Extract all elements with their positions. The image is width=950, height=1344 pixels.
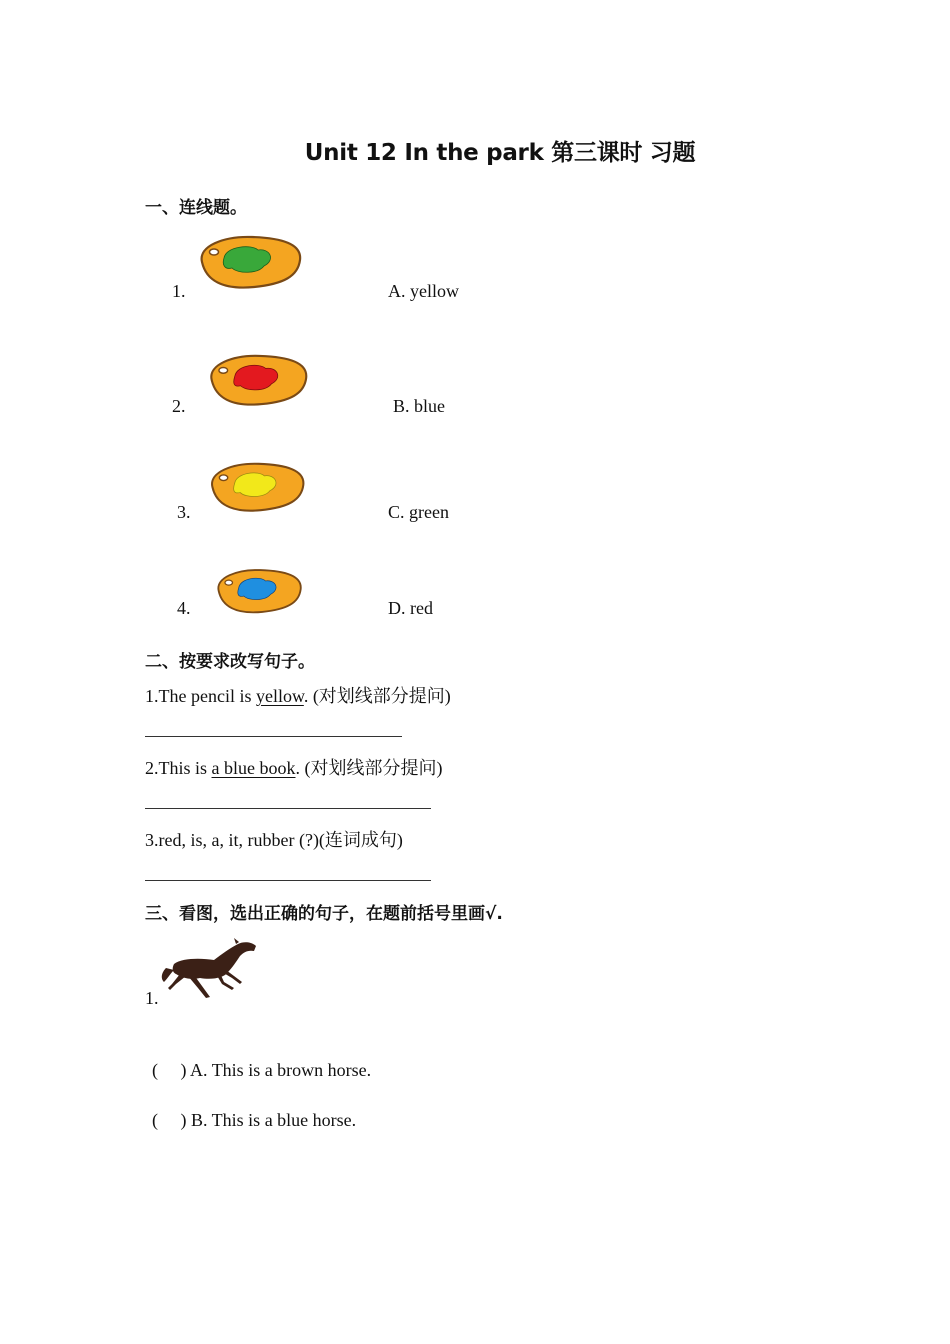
picture-item-1-number: 1. [145,988,159,1008]
red-paint-palette-image [204,352,310,408]
yellow-paint-palette-image [205,460,307,514]
choice-b-text: B. This is a blue horse. [191,1110,357,1130]
option-a: A. yellow [388,281,459,301]
choice-a-text: A. This is a brown horse. [190,1060,372,1080]
q2-text-after: . (对划线部分提问) [295,758,443,778]
section-1-heading: 一、连线题。 [145,198,247,218]
q1-text-after: . (对划线部分提问) [303,686,451,706]
choice-a-bracket[interactable]: ( ) [152,1060,187,1080]
q2-underlined-phrase: a blue book [211,758,296,778]
match-item-1-number: 1. [172,281,186,301]
answer-line-2[interactable] [145,808,431,809]
match-item-2-number: 2. [172,396,186,416]
green-paint-palette-image [194,234,304,290]
rewrite-question-2 [145,754,443,780]
option-d: D. red [388,598,433,618]
choice-a [152,1060,371,1081]
answer-line-3[interactable] [145,880,431,881]
section-2-heading: 二、按要求改写句子。 [145,652,315,672]
choice-b-bracket[interactable]: ( ) [152,1110,187,1130]
answer-line-1[interactable] [145,736,402,737]
choice-b [152,1110,356,1131]
section-3-heading: 三、看图，选出正确的句子，在题前括号里画√. [145,904,503,924]
match-item-4-number: 4. [177,598,191,618]
rewrite-question-3: 3.red, is, a, it, rubber (?)(连词成句) [145,830,403,850]
option-b: B. blue [393,396,445,416]
brown-horse-image [160,938,260,1004]
q1-text-before: 1.The pencil is [145,686,256,706]
page-title: Unit 12 In the park 第三课时 习题 [304,140,696,166]
option-c: C. green [388,502,449,522]
q1-underlined-word: yellow [255,686,304,706]
match-item-3-number: 3. [177,502,191,522]
rewrite-question-1 [145,682,451,708]
blue-paint-palette-image [212,567,304,615]
q2-text-before: 2.This is [145,758,212,778]
